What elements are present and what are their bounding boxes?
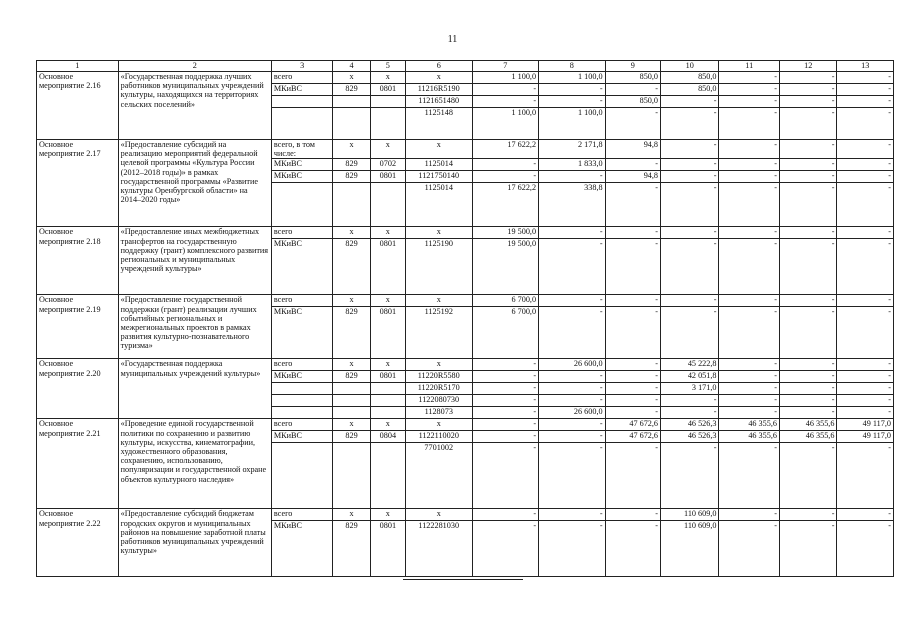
value-cell: - — [539, 419, 606, 431]
value-cell: - — [539, 371, 606, 383]
value-cell: - — [661, 227, 719, 239]
table-row — [37, 140, 894, 159]
value-cell: 46 526,3 — [661, 419, 719, 431]
value-cell: - — [779, 171, 836, 183]
value-cell: - — [605, 159, 660, 171]
value-cell — [370, 395, 405, 407]
value-cell: - — [719, 407, 779, 419]
value-cell: МКиВС — [271, 239, 333, 295]
event-description-cell: «Предоставление государственной поддержки (грант) реализации лучших событийных региональных и межрегиональных проектов в рамках развития культурно-познавательного туризма» — [118, 295, 271, 359]
header-cell: 8 — [539, 61, 606, 72]
value-cell: 0801 — [370, 171, 405, 183]
value-cell: 17 622,2 — [472, 140, 539, 159]
value-cell: х — [405, 72, 472, 84]
value-cell: х — [333, 295, 370, 307]
value-cell: - — [661, 407, 719, 419]
value-cell: - — [539, 395, 606, 407]
value-cell: - — [837, 521, 894, 577]
event-description-cell: «Предоставление субсидий на реализацию мероприятий федеральной целевой программы «Культура России (2012–2018 годы)» в рамках государственной программы «Развитие культуры Оренбургской области» на 2014–2020 годы» — [118, 140, 271, 227]
value-cell: 3 171,0 — [661, 383, 719, 395]
value-cell: - — [605, 443, 660, 509]
value-cell: х — [333, 227, 370, 239]
value-cell: - — [605, 227, 660, 239]
value-cell — [271, 96, 333, 108]
value-cell: всего — [271, 509, 333, 521]
page-number: 11 — [447, 34, 458, 45]
value-cell: 1121750140 — [405, 171, 472, 183]
value-cell: - — [719, 96, 779, 108]
header-row — [37, 61, 894, 72]
value-cell: - — [605, 183, 660, 227]
value-cell: х — [333, 509, 370, 521]
value-cell: - — [719, 443, 779, 509]
value-cell: - — [539, 509, 606, 521]
value-cell: - — [837, 395, 894, 407]
value-cell: 1122281030 — [405, 521, 472, 577]
value-cell: - — [719, 227, 779, 239]
value-cell — [333, 183, 370, 227]
value-cell: 110 609,0 — [661, 521, 719, 577]
header-cell: 4 — [333, 61, 370, 72]
value-cell: 850,0 — [661, 72, 719, 84]
value-cell: 829 — [333, 431, 370, 443]
value-cell: 47 672,6 — [605, 431, 660, 443]
value-cell: - — [661, 307, 719, 359]
event-name-cell: Основное мероприятие 2.19 — [37, 295, 119, 359]
value-cell: 2 171,8 — [539, 140, 606, 159]
value-cell: х — [405, 140, 472, 159]
value-cell: - — [779, 72, 836, 84]
value-cell: 46 355,6 — [719, 419, 779, 431]
value-cell: - — [719, 307, 779, 359]
event-description-cell: «Предоставление субсидий бюджетам городских округов и муниципальных районов на повышение заработной платы работников муниципальных учреждений культуры» — [118, 509, 271, 577]
event-name-cell: Основное мероприятие 2.21 — [37, 419, 119, 509]
value-cell: 11216R5190 — [405, 84, 472, 96]
value-cell: 1125014 — [405, 159, 472, 171]
value-cell: 850,0 — [605, 72, 660, 84]
value-cell: - — [605, 84, 660, 96]
value-cell: - — [539, 295, 606, 307]
value-cell: 0804 — [370, 431, 405, 443]
header-cell: 12 — [779, 61, 836, 72]
value-cell: - — [472, 84, 539, 96]
value-cell: МКиВС — [271, 171, 333, 183]
value-cell: 6 700,0 — [472, 307, 539, 359]
value-cell: всего — [271, 419, 333, 431]
value-cell — [271, 443, 333, 509]
value-cell — [370, 407, 405, 419]
table-row — [37, 72, 894, 84]
value-cell: - — [779, 183, 836, 227]
value-cell: МКиВС — [271, 431, 333, 443]
value-cell: х — [370, 227, 405, 239]
value-cell: МКиВС — [271, 371, 333, 383]
value-cell: - — [719, 509, 779, 521]
value-cell: 1 833,0 — [539, 159, 606, 171]
value-cell: х — [370, 72, 405, 84]
value-cell: - — [472, 96, 539, 108]
value-cell: - — [539, 521, 606, 577]
value-cell: 829 — [333, 371, 370, 383]
value-cell: - — [719, 171, 779, 183]
value-cell: - — [779, 108, 836, 140]
event-name-cell: Основное мероприятие 2.18 — [37, 227, 119, 295]
value-cell: - — [605, 307, 660, 359]
value-cell: х — [333, 359, 370, 371]
value-cell: - — [472, 407, 539, 419]
value-cell: - — [837, 407, 894, 419]
value-cell: - — [779, 227, 836, 239]
value-cell: 1 100,0 — [539, 108, 606, 140]
value-cell — [333, 96, 370, 108]
value-cell: 1128073 — [405, 407, 472, 419]
value-cell: - — [837, 359, 894, 371]
value-cell: - — [719, 521, 779, 577]
value-cell: 1125148 — [405, 108, 472, 140]
value-cell: - — [661, 239, 719, 295]
value-cell: - — [472, 159, 539, 171]
value-cell: - — [472, 431, 539, 443]
value-cell: 94,8 — [605, 171, 660, 183]
value-cell: МКиВС — [271, 521, 333, 577]
header-cell: 5 — [370, 61, 405, 72]
value-cell: - — [837, 159, 894, 171]
value-cell: 26 600,0 — [539, 407, 606, 419]
value-cell: 1125190 — [405, 239, 472, 295]
value-cell: х — [333, 419, 370, 431]
value-cell: 0702 — [370, 159, 405, 171]
value-cell: - — [837, 84, 894, 96]
event-description-cell: «Государственная поддержка лучших работников муниципальных учреждений культуры, находящихся на территориях сельских поселений» — [118, 72, 271, 140]
value-cell: 850,0 — [605, 96, 660, 108]
value-cell — [271, 395, 333, 407]
value-cell: всего, в том числе: — [271, 140, 333, 159]
event-description-cell: «Государственная поддержка муниципальных учреждений культуры» — [118, 359, 271, 419]
value-cell: 46 355,6 — [779, 419, 836, 431]
value-cell: - — [719, 295, 779, 307]
value-cell: - — [661, 295, 719, 307]
value-cell: х — [370, 509, 405, 521]
value-cell: 46 526,3 — [661, 431, 719, 443]
value-cell — [370, 383, 405, 395]
value-cell: - — [837, 371, 894, 383]
value-cell: - — [719, 108, 779, 140]
value-cell: 46 355,6 — [719, 431, 779, 443]
value-cell — [271, 108, 333, 140]
value-cell: - — [837, 239, 894, 295]
value-cell: - — [661, 159, 719, 171]
value-cell: 19 500,0 — [472, 227, 539, 239]
value-cell: - — [779, 407, 836, 419]
value-cell: х — [370, 295, 405, 307]
header-cell: 11 — [719, 61, 779, 72]
value-cell: - — [779, 140, 836, 159]
value-cell: МКиВС — [271, 84, 333, 96]
value-cell: - — [539, 443, 606, 509]
value-cell: х — [333, 72, 370, 84]
value-cell: 0801 — [370, 371, 405, 383]
value-cell: - — [837, 443, 894, 509]
value-cell: - — [472, 419, 539, 431]
table-row — [37, 509, 894, 521]
value-cell: - — [837, 307, 894, 359]
value-cell — [333, 407, 370, 419]
value-cell — [271, 407, 333, 419]
value-cell: 49 117,0 — [837, 431, 894, 443]
value-cell: - — [779, 521, 836, 577]
value-cell: х — [405, 295, 472, 307]
value-cell: 1122110020 — [405, 431, 472, 443]
value-cell: - — [472, 443, 539, 509]
value-cell: 47 672,6 — [605, 419, 660, 431]
table-row — [37, 227, 894, 239]
value-cell — [333, 108, 370, 140]
value-cell: - — [472, 359, 539, 371]
value-cell: - — [837, 227, 894, 239]
table-row — [37, 359, 894, 371]
value-cell: 110 609,0 — [661, 509, 719, 521]
value-cell: - — [779, 509, 836, 521]
value-cell: - — [837, 509, 894, 521]
value-cell: - — [605, 407, 660, 419]
value-cell: х — [370, 359, 405, 371]
value-cell: 11220R5580 — [405, 371, 472, 383]
value-cell: - — [472, 371, 539, 383]
value-cell: 1 100,0 — [472, 108, 539, 140]
header-cell: 2 — [118, 61, 271, 72]
value-cell — [370, 443, 405, 509]
event-name-cell: Основное мероприятие 2.22 — [37, 509, 119, 577]
value-cell: 0801 — [370, 239, 405, 295]
value-cell: 829 — [333, 171, 370, 183]
table-row — [37, 295, 894, 307]
value-cell: - — [837, 140, 894, 159]
value-cell: - — [719, 159, 779, 171]
value-cell: - — [605, 371, 660, 383]
value-cell: - — [837, 96, 894, 108]
event-name-cell: Основное мероприятие 2.17 — [37, 140, 119, 227]
header-cell: 1 — [37, 61, 119, 72]
event-description-cell: «Проведение единой государственной политики по сохранению и развитию культуры, искусства, кинематографии, художественного образования, сохранению, использованию, популяризации и государственной охране объектов культурного наследия» — [118, 419, 271, 509]
value-cell: - — [605, 509, 660, 521]
value-cell: МКиВС — [271, 159, 333, 171]
value-cell: - — [539, 431, 606, 443]
header-cell: 6 — [405, 61, 472, 72]
value-cell: - — [779, 239, 836, 295]
header-cell: 9 — [605, 61, 660, 72]
value-cell: всего — [271, 295, 333, 307]
value-cell: 17 622,2 — [472, 183, 539, 227]
value-cell: 49 117,0 — [837, 419, 894, 431]
value-cell: 1121651480 — [405, 96, 472, 108]
value-cell: 11220R5170 — [405, 383, 472, 395]
value-cell: - — [661, 108, 719, 140]
value-cell: 0801 — [370, 521, 405, 577]
value-cell: - — [779, 395, 836, 407]
value-cell: - — [779, 383, 836, 395]
value-cell: - — [779, 443, 836, 509]
value-cell: - — [605, 521, 660, 577]
value-cell: - — [779, 359, 836, 371]
value-cell: - — [837, 183, 894, 227]
value-cell: - — [719, 239, 779, 295]
header-cell: 7 — [472, 61, 539, 72]
value-cell — [271, 383, 333, 395]
value-cell: - — [719, 383, 779, 395]
value-cell: 829 — [333, 521, 370, 577]
value-cell: - — [661, 443, 719, 509]
value-cell: 1122080730 — [405, 395, 472, 407]
value-cell: - — [719, 84, 779, 96]
value-cell: - — [472, 171, 539, 183]
event-name-cell: Основное мероприятие 2.20 — [37, 359, 119, 419]
value-cell: - — [779, 307, 836, 359]
value-cell: - — [605, 239, 660, 295]
value-cell — [370, 96, 405, 108]
header-cell: 10 — [661, 61, 719, 72]
value-cell: х — [405, 419, 472, 431]
value-cell — [370, 108, 405, 140]
value-cell: - — [472, 509, 539, 521]
value-cell: - — [539, 227, 606, 239]
value-cell: - — [719, 72, 779, 84]
value-cell: - — [539, 383, 606, 395]
value-cell: - — [779, 96, 836, 108]
value-cell: - — [837, 108, 894, 140]
value-cell: 26 600,0 — [539, 359, 606, 371]
value-cell: 338,8 — [539, 183, 606, 227]
value-cell — [271, 183, 333, 227]
value-cell: х — [370, 419, 405, 431]
value-cell: 0801 — [370, 307, 405, 359]
value-cell: - — [779, 295, 836, 307]
value-cell: - — [661, 183, 719, 227]
table-row — [37, 419, 894, 431]
value-cell: 850,0 — [661, 84, 719, 96]
value-cell: 7701002 — [405, 443, 472, 509]
value-cell: - — [605, 395, 660, 407]
value-cell — [333, 443, 370, 509]
value-cell: МКиВС — [271, 307, 333, 359]
event-description-cell: «Предоставление иных межбюджетных трансфертов на государственную поддержку (грант) комплексного развития региональных и муниципальных учреждений культуры» — [118, 227, 271, 295]
value-cell: - — [539, 239, 606, 295]
value-cell: - — [837, 295, 894, 307]
value-cell: 829 — [333, 84, 370, 96]
value-cell: - — [661, 140, 719, 159]
value-cell: - — [779, 84, 836, 96]
value-cell: - — [539, 84, 606, 96]
value-cell: - — [779, 159, 836, 171]
value-cell: - — [661, 395, 719, 407]
value-cell: - — [837, 383, 894, 395]
value-cell: всего — [271, 227, 333, 239]
value-cell: - — [837, 171, 894, 183]
value-cell: - — [719, 183, 779, 227]
value-cell: - — [719, 371, 779, 383]
value-cell: - — [539, 307, 606, 359]
footer-rule — [403, 579, 523, 580]
value-cell: х — [333, 140, 370, 159]
value-cell: 1 100,0 — [539, 72, 606, 84]
value-cell: - — [719, 359, 779, 371]
value-cell: х — [405, 359, 472, 371]
header-cell: 3 — [271, 61, 333, 72]
value-cell: 94,8 — [605, 140, 660, 159]
value-cell: - — [605, 359, 660, 371]
value-cell: - — [539, 171, 606, 183]
header-cell: 13 — [837, 61, 894, 72]
value-cell: 1125014 — [405, 183, 472, 227]
value-cell: х — [370, 140, 405, 159]
value-cell: - — [472, 383, 539, 395]
value-cell: 42 051,8 — [661, 371, 719, 383]
value-cell: - — [837, 72, 894, 84]
value-cell: х — [405, 227, 472, 239]
value-cell: - — [539, 96, 606, 108]
value-cell: - — [605, 108, 660, 140]
value-cell: 6 700,0 — [472, 295, 539, 307]
value-cell: 19 500,0 — [472, 239, 539, 295]
value-cell: 1 100,0 — [472, 72, 539, 84]
value-cell — [333, 383, 370, 395]
value-cell: всего — [271, 72, 333, 84]
budget-table — [36, 60, 894, 577]
value-cell: - — [779, 371, 836, 383]
value-cell: 45 222,8 — [661, 359, 719, 371]
value-cell: 46 355,6 — [779, 431, 836, 443]
value-cell: 829 — [333, 239, 370, 295]
value-cell: 0801 — [370, 84, 405, 96]
value-cell: 1125192 — [405, 307, 472, 359]
value-cell — [333, 395, 370, 407]
event-name-cell: Основное мероприятие 2.16 — [37, 72, 119, 140]
value-cell: х — [405, 509, 472, 521]
value-cell: - — [605, 295, 660, 307]
value-cell: - — [719, 140, 779, 159]
value-cell: всего — [271, 359, 333, 371]
value-cell: - — [605, 383, 660, 395]
value-cell: 829 — [333, 307, 370, 359]
value-cell: 829 — [333, 159, 370, 171]
value-cell: - — [661, 171, 719, 183]
value-cell: - — [661, 96, 719, 108]
value-cell: - — [472, 395, 539, 407]
value-cell: - — [472, 521, 539, 577]
value-cell: - — [719, 395, 779, 407]
value-cell — [370, 183, 405, 227]
